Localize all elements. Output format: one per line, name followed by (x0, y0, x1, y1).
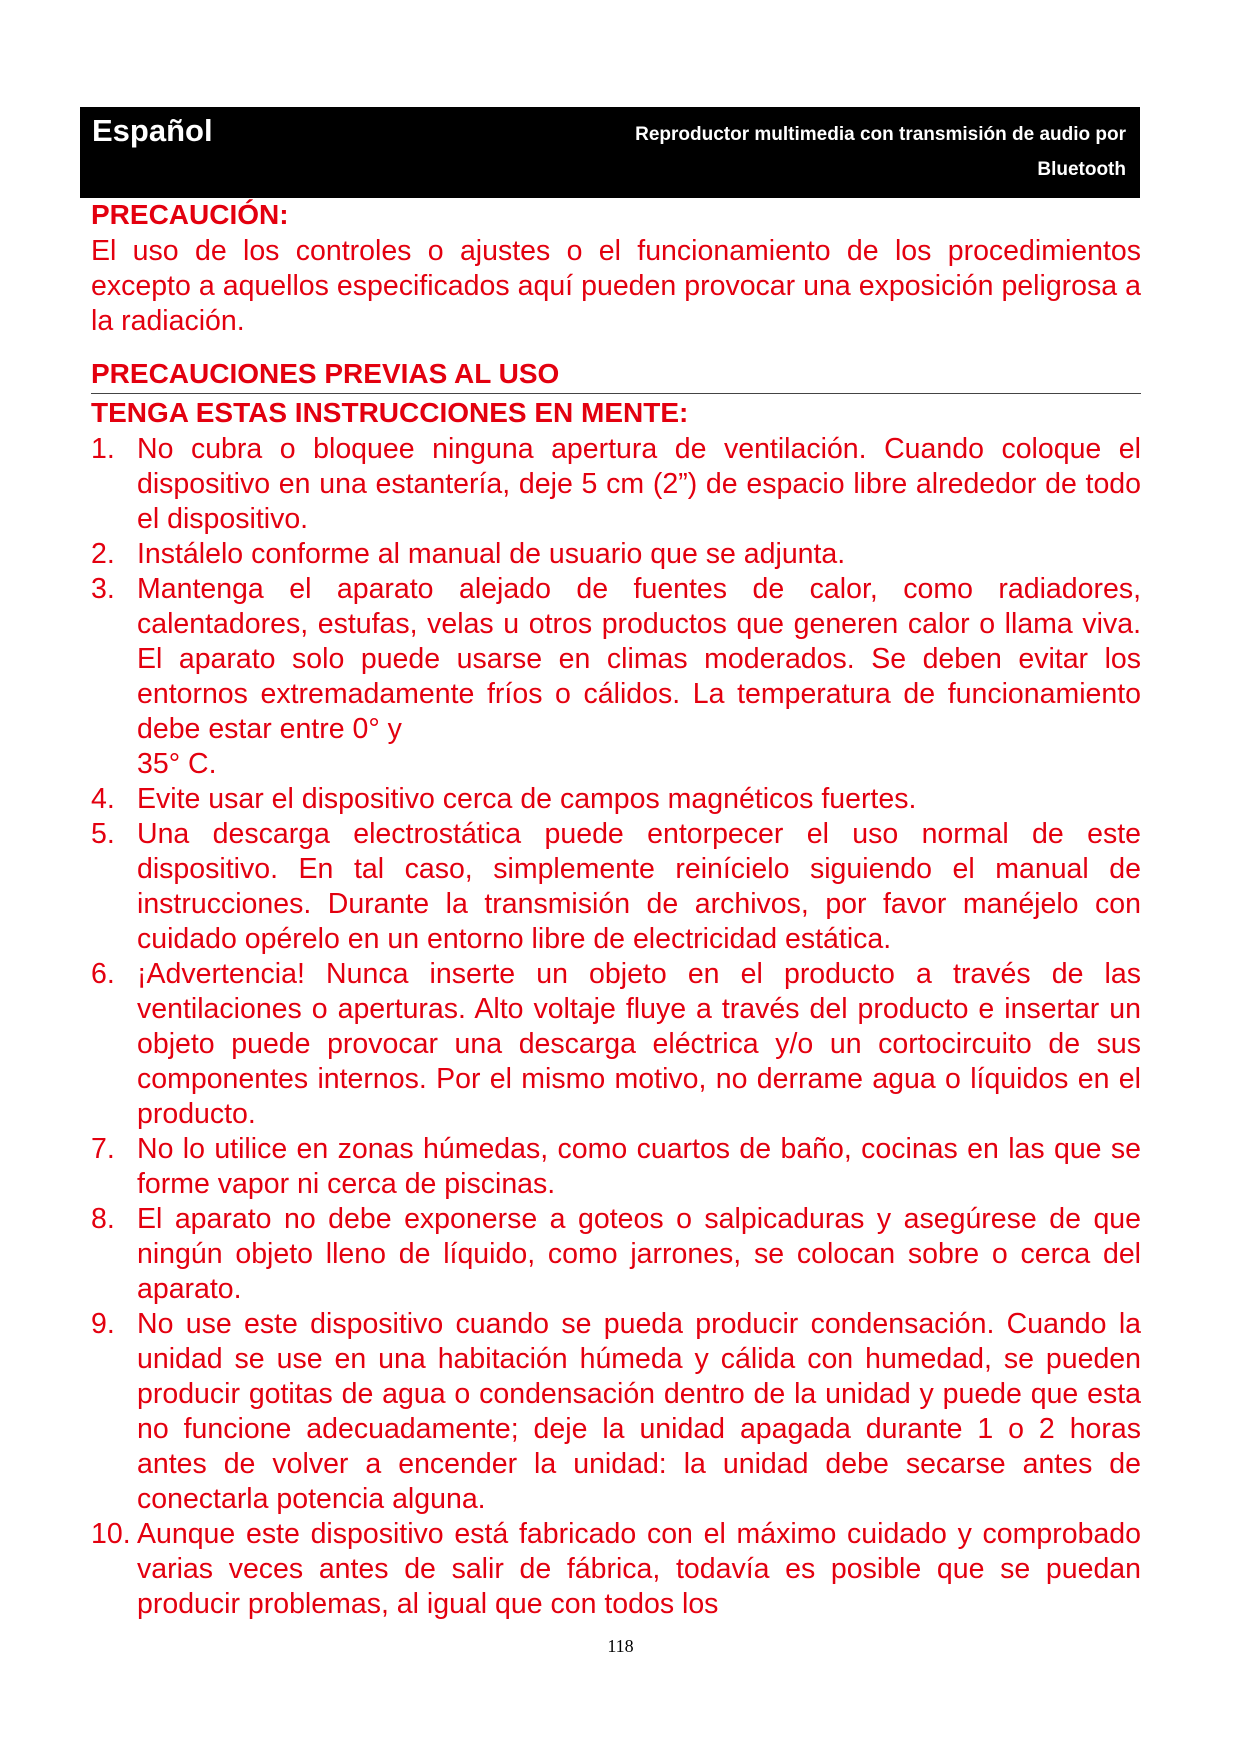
list-item (91, 1307, 1141, 1517)
item-number: 3. (91, 573, 115, 605)
item-number: 9. (91, 1308, 115, 1340)
item-number: 4. (91, 783, 115, 815)
language-label: Español (92, 113, 213, 148)
item-text: El aparato no debe exponerse a goteos o salpicaduras y asegúrese de que ningún objeto lleno de líquido, como jarrones, se colocan sobre o cerca del aparato. (137, 1203, 1141, 1305)
item-text: Una descarga electrostática puede entorpecer el uso normal de este dispositivo. En tal caso, simplemente reinícielo siguiendo el manual de instrucciones. Durante la transmisión de archivos, por favor manéjelo con cuidado opérelo en un entorno libre de electricidad estática. (137, 818, 1141, 955)
page-number: 118 (607, 1636, 634, 1656)
item-text: No lo utilice en zonas húmedas, como cuartos de baño, cocinas en las que se forme vapor ni cerca de piscinas. (137, 1133, 1141, 1200)
list-item (91, 432, 1141, 537)
precautions-title: PRECAUCIONES PREVIAS AL USO (91, 358, 560, 389)
caution-text: El uso de los controles o ajustes o el funcionamiento de los procedimientos excepto a aquellos especificados aquí pueden provocar una exposición peligrosa a la radiación. (91, 235, 1141, 337)
precautions-list (91, 432, 1141, 1622)
item-text: Aunque este dispositivo está fabricado con el máximo cuidado y comprobado varias veces antes de salir de fábrica, todavía es posible que se puedan producir problemas, al igual que con todos los (137, 1518, 1141, 1620)
item-text: No use este dispositivo cuando se pueda producir condensación. Cuando la unidad se use en una habitación húmeda y cálida con humedad, se pueden producir gotitas de agua o condensación dentro de la unidad y puede que esta no funcione adecuadamente; deje la unidad apagada durante 1 o 2 horas antes de volver a encender la unidad: la unidad debe secarse antes de conectarla potencia alguna. (137, 1308, 1141, 1515)
item-number: 5. (91, 818, 115, 850)
list-item (91, 782, 1141, 817)
list-item (91, 1132, 1141, 1202)
list-item (91, 1202, 1141, 1307)
item-number: 7. (91, 1133, 115, 1165)
list-item (91, 817, 1141, 957)
item-number: 8. (91, 1203, 115, 1235)
item-text: Mantenga el aparato alejado de fuentes de calor, como radiadores, calentadores, estufas, velas u otros productos que generen calor o llama viva. El aparato solo puede usarse en climas moderados. Se deben evitar los entornos extremadamente fríos o cálidos. La temperatura de funcionamiento debe estar entre 0° y 35° C. (137, 573, 1141, 780)
list-item (91, 572, 1141, 782)
caution-title: PRECAUCIÓN: (91, 199, 289, 230)
page-header (80, 107, 1140, 198)
item-number: 2. (91, 538, 115, 570)
item-text: ¡Advertencia! Nunca inserte un objeto en el producto a través de las ventilaciones o aperturas. Alto voltaje fluye a través del producto e insertar un objeto puede provocar una descarga eléctrica y/o un cortocircuito de sus componentes internos. Por el mismo motivo, no derrame agua o líquidos en el producto. (137, 958, 1141, 1130)
item-number: 10. (91, 1518, 131, 1550)
list-item (91, 537, 1141, 572)
item-text: Instálelo conforme al manual de usuario que se adjunta. (137, 538, 846, 570)
page-content (91, 196, 1141, 1622)
item-text: No cubra o bloquee ninguna apertura de ventilación. Cuando coloque el dispositivo en una estantería, deje 5 cm (2”) de espacio libre alrededor de todo el dispositivo. (137, 433, 1141, 535)
item-number: 1. (91, 433, 115, 465)
product-title: Reproductor multimedia con transmisión de audio por Bluetooth (635, 124, 1126, 180)
precautions-subtitle: TENGA ESTAS INSTRUCCIONES EN MENTE: (91, 397, 689, 428)
item-number: 6. (91, 958, 115, 990)
list-item (91, 957, 1141, 1132)
item-text: Evite usar el dispositivo cerca de campos magnéticos fuertes. (137, 783, 917, 815)
list-item (91, 1517, 1141, 1622)
